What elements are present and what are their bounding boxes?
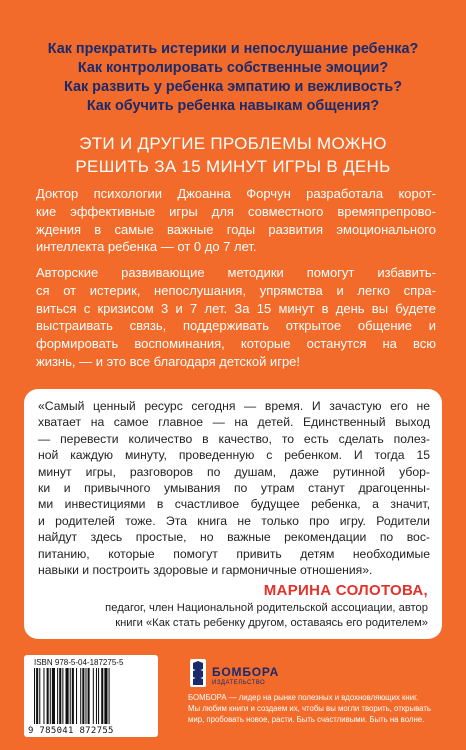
paragraph-line: жизнь, — и это все благодаря детской игре! <box>36 353 301 369</box>
quote-line: минут игры, разговоров по душам, даже рутинной убор- <box>38 464 430 479</box>
quote-line: и родителей тоже. Эта книга не только про игру. Родители <box>38 513 430 528</box>
paragraph-line: Авторские развивающие методики помогут избавить- <box>36 265 436 280</box>
headline-line-1: ЭТИ И ДРУГИЕ ПРОБЛЕМЫ МОЖНО <box>79 134 387 153</box>
publisher-blurb-line: мир, пробовать новое, расти. Быть счастливыми. Быть на волне. <box>188 715 425 724</box>
testimonial-box <box>24 389 442 639</box>
ean-number: 9 785041 872755 <box>28 726 114 736</box>
publisher-subtitle: ИЗДАТЕЛЬСТВО <box>212 680 266 686</box>
quote-line: ной каждую минуту, проведенную с ребенком. И тогда 15 <box>38 448 430 463</box>
isbn-label: ISBN 978-5-04-187275-5 <box>34 658 124 667</box>
paragraph-line: ся от истерик, непослушания, упрямства и легко спра- <box>36 282 436 298</box>
paragraph-line: Доктор психологии Джоанна Форчун разработала корот- <box>36 186 436 201</box>
description-paragraph-2 <box>36 264 436 371</box>
publisher-name: БОМБОРА <box>212 665 280 679</box>
author-description-line: книги «Как стать ребенку другом, оставаясь его родителем» <box>115 616 428 629</box>
quote-line: хватает на самое главное — на детей. Единственный выход <box>38 415 430 430</box>
bombora-logo-icon <box>188 657 208 689</box>
question-3: Как развить у ребенка эмпатию и вежливость? <box>64 79 402 95</box>
publisher-blurb-line: БОМБОРА — лидер на рынке полезных и вдохновляющих книг. <box>188 693 419 702</box>
publisher-blurb <box>188 692 448 725</box>
question-1: Как прекратить истерики и непослушание ребенка? <box>47 41 419 57</box>
author-description <box>105 601 428 630</box>
quote-line: ки и привычного умывания по утрам станут драгоценны- <box>38 481 430 496</box>
quote-line: — перевести количество в качество, то есть сделать полез- <box>38 431 430 446</box>
quote-line: навыки и построить здоровые и гармоничные отношения». <box>38 563 373 578</box>
paragraph-line: формировать воспоминания, которые останутся на всю <box>36 336 436 352</box>
testimonial-quote <box>38 398 430 578</box>
quote-line: питанию, которые помогут привить детям необходимые <box>38 546 430 561</box>
quote-line: найдут здесь простые, но важные рекомендации по вос- <box>38 530 430 545</box>
publisher-blurb-line: Мы любим книги и создаем их, чтобы вы могли творить, открывать <box>188 704 431 713</box>
question-4: Как обучить ребенка навыкам общения? <box>86 98 380 114</box>
description-paragraph-1 <box>36 185 436 256</box>
question-2: Как контролировать собственные эмоции? <box>77 60 389 76</box>
questions-block <box>0 40 466 116</box>
paragraph-line: кие эффективные игры для совместного времяпрепрово- <box>36 203 436 219</box>
barcode-block <box>24 655 158 737</box>
paragraph-line: интеллекта ребенка — от 0 до 7 лет. <box>36 239 257 255</box>
quote-line: «Самый ценный ресурс сегодня — время. И зачастую его не <box>38 399 430 413</box>
author-description-line: педагог, член Национальной родительской ассоциации, автор <box>105 602 428 614</box>
paragraph-line: выстраивать связь, поддерживать открытое общение и <box>36 318 436 334</box>
author-name: МАРИНА СОЛОТОВА, <box>263 582 428 599</box>
barcode-icon <box>34 668 148 726</box>
headline <box>0 132 466 178</box>
quote-line: ми инвестициями в счастливое будущее ребенка, а значит, <box>38 497 430 512</box>
paragraph-line: ждения в самые важные годы развития эмоционального <box>36 221 436 237</box>
headline-line-2: РЕШИТЬ ЗА 15 МИНУТ ИГРЫ В ДЕНЬ <box>75 157 391 176</box>
paragraph-line: виться с кризисом 3 и 7 лет. За 15 минут в день вы будете <box>36 300 436 316</box>
